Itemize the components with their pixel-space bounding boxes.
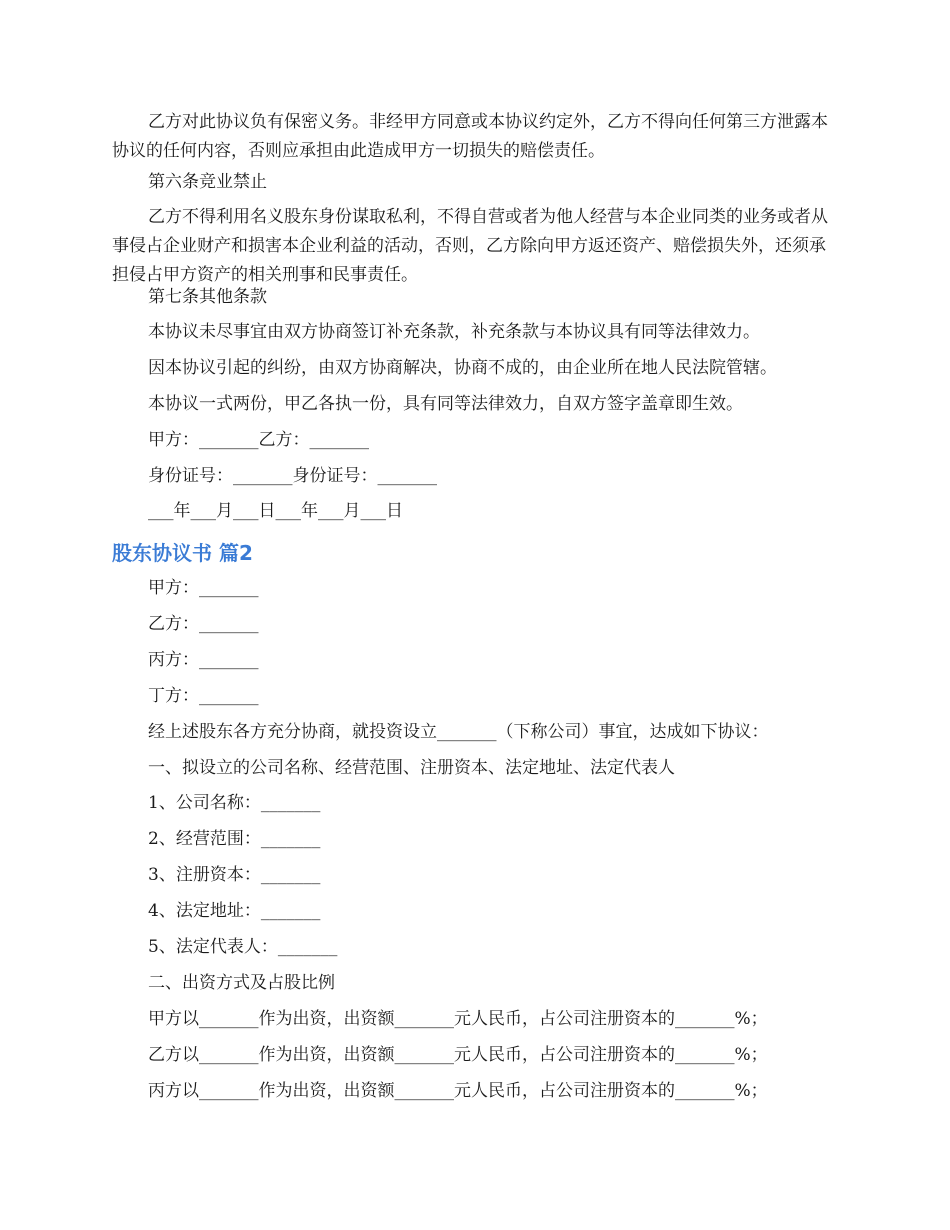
- article-6-body: 乙方不得利用名义股东身份谋取私利，不得自营或者为他人经营与本企业同类的业务或者从事侵占企业财产和损害本企业利益的活动，否则，乙方除向甲方返还资产、赔偿损失外，还须承担侵占甲方资产的相关刑事和民事责任。: [112, 207, 828, 285]
- business-scope-line: 2、经营范围：_______: [148, 829, 321, 849]
- legal-address-line: 4、法定地址：_______: [148, 901, 321, 921]
- contribution-party-b: 乙方以_______作为出资，出资额_______元人民币，占公司注册资本的_______%；: [148, 1045, 768, 1065]
- item-1-title: 一、拟设立的公司名称、经营范围、注册资本、法定地址、法定代表人: [148, 758, 675, 778]
- party-b-line: 乙方：_______: [148, 614, 259, 634]
- registered-capital-line: 3、注册资本：_______: [148, 865, 321, 885]
- signature-parties-line: 甲方：_______乙方：_______: [148, 430, 369, 450]
- section-2-heading: 股东协议书 篇2: [112, 541, 253, 565]
- company-name-line: 1、公司名称：_______: [148, 793, 321, 813]
- signature-id-line: 身份证号：_______身份证号：_______: [148, 466, 437, 486]
- party-a-line: 甲方：_______: [148, 578, 259, 598]
- clause-dispute: 因本协议引起的纠纷，由双方协商解决，协商不成的，由企业所在地人民法院管辖。: [148, 358, 777, 378]
- clause-copies: 本协议一式两份，甲乙各执一份，具有同等法律效力，自双方签字盖章即生效。: [148, 394, 743, 414]
- contribution-party-a: 甲方以_______作为出资，出资额_______元人民币，占公司注册资本的_______%；: [148, 1009, 768, 1029]
- party-d-line: 丁方：_______: [148, 686, 259, 706]
- confidentiality-paragraph: 乙方对此协议负有保密义务。非经甲方同意或本协议约定外，乙方不得向任何第三方泄露本协议的任何内容，否则应承担由此造成甲方一切损失的赔偿责任。: [112, 112, 828, 161]
- legal-representative-line: 5、法定代表人：_______: [148, 937, 338, 957]
- item-2-title: 二、出资方式及占股比例: [148, 973, 335, 993]
- article-7-title: 第七条其他条款: [148, 287, 267, 307]
- contribution-party-c: 丙方以_______作为出资，出资额_______元人民币，占公司注册资本的_______%；: [148, 1081, 768, 1101]
- article-6-title: 第六条竞业禁止: [148, 172, 267, 192]
- agreement-intro: 经上述股东各方充分协商，就投资设立_______（下称公司）事宜，达成如下协议：: [148, 722, 769, 742]
- clause-supplementary: 本协议未尽事宜由双方协商签订补充条款，补充条款与本协议具有同等法律效力。: [148, 322, 760, 342]
- party-c-line: 丙方：_______: [148, 650, 259, 670]
- signature-date-line: ___年___月___日___年___月___日: [148, 501, 403, 521]
